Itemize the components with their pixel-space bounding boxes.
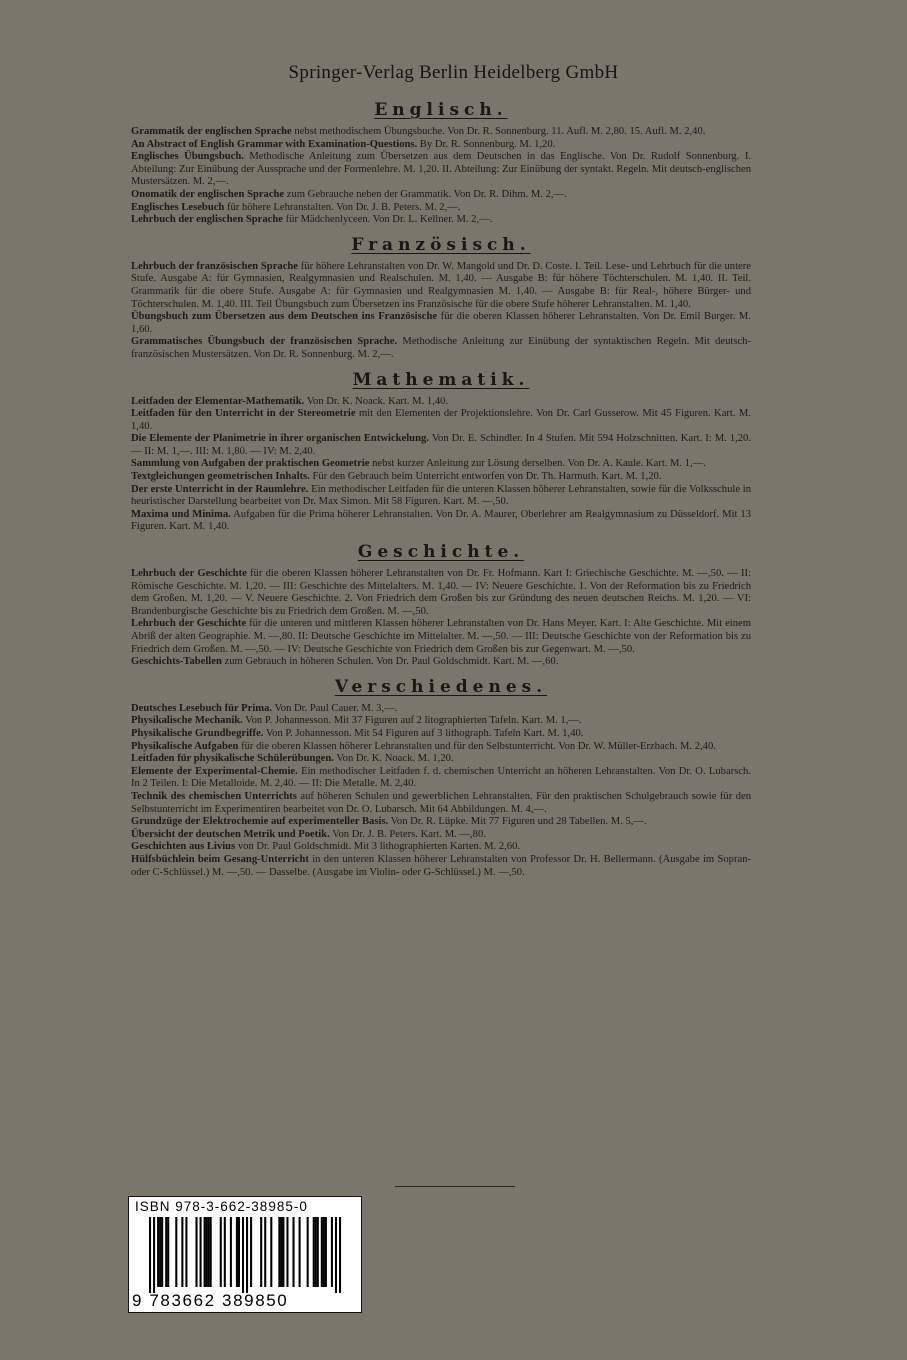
entry-text: in den unteren Klassen höherer Lehranstalten von Professor Dr. H. Bellermann. (Ausgabe im Sopran- oder C-Schlüssel.) M. —,50. — Dasselbe. (Ausgabe im Violin- oder G-Schlüssel.) M. —,50. — [131, 853, 751, 878]
entry-title: Die Elemente der Planimetrie in ihrer organischen Entwickelung. — [131, 433, 429, 445]
isbn-barcode-box — [128, 1196, 362, 1313]
barcode-bar — [157, 1217, 159, 1287]
barcode-bar — [280, 1217, 282, 1287]
barcode-bar — [315, 1217, 317, 1287]
barcode-bar — [260, 1217, 262, 1287]
barcode-bar — [313, 1217, 315, 1287]
catalog-entry — [131, 854, 751, 879]
entry-title: Lehrbuch der Geschichte — [131, 618, 247, 630]
catalog-entry — [131, 189, 751, 202]
catalog-entry — [131, 509, 751, 534]
catalog-entry — [131, 214, 751, 227]
section-heading: Französisch. — [351, 234, 531, 255]
entry-title: Der erste Unterricht in der Raumlehre. — [131, 483, 309, 495]
catalog-entry — [131, 261, 751, 311]
catalog-entry — [131, 311, 751, 336]
entry-text: Von P. Johannesson. Mit 37 Figuren auf 2 litographierten Tafeln. Kart. M. 1,—. — [242, 715, 582, 727]
entry-text: Für den Gebrauch beim Unterricht entworfen von Dr. Th. Harmuth. Kart. M. 1,20. — [309, 471, 662, 483]
barcode-bar — [278, 1217, 280, 1287]
catalog-entry — [131, 484, 751, 509]
entry-text: für die oberen Klassen höherer Lehranstalten von Dr. Fr. Hofmann. Kart I: Griechische Geschichte. M. —,50. — II: Römische Geschichte. M. 1,20. — III: Geschichte des Mittelalters. M. 1,40. — IV: Neuere Geschichte. 1. Von der Reformation bis zu Friedrich dem Großen. M. 1,20. — V. Neuere Geschichte. 2. Von Friedrich dem Großen bis zur Gründung des neuen deutschen Reichs. M. 1,20. — VI: Brandenburgische Geschichte bis zu Friedrich dem Großen. M. —,50. — [131, 568, 751, 617]
catalog-entry — [131, 568, 751, 618]
barcode-bar — [236, 1217, 238, 1287]
entry-text: By Dr. R. Sonnenburg. M. 1,20. — [417, 138, 556, 150]
section-franzoesisch — [131, 233, 751, 362]
catalog-entry — [131, 151, 751, 189]
entry-text: für die oberen Klassen höherer Lehranstalten. Von Dr. Emil Burger. M. 1,60. — [131, 311, 751, 335]
entry-text: Von Dr. E. Schindler. In 4 Stufen. Mit 594 Holzschnitten. Kart. I: M. 1,20. — II: M. 1,—. III: M. 1,80. — IV: M. 2,40. — [131, 433, 751, 457]
entry-title: Englisches Lesebuch — [131, 201, 225, 213]
barcode-bar — [230, 1217, 232, 1287]
barcode-bar — [325, 1217, 327, 1287]
catalog-entry — [131, 728, 751, 741]
barcode-bar — [286, 1217, 288, 1287]
barcode-bar — [282, 1217, 284, 1287]
catalog-entry — [131, 829, 751, 842]
barcode-bar — [210, 1217, 212, 1287]
barcode-graphic — [135, 1217, 355, 1293]
publisher-line: Springer-Verlag Berlin Heidelberg GmbH — [288, 62, 619, 83]
entry-title: Onomatik der englischen Sprache — [131, 188, 285, 200]
entry-title: Physikalische Mechanik. — [131, 715, 243, 727]
entry-text: für Mädchenlyceen. Von Dr. L. Kellner. M. 2,—. — [282, 214, 493, 226]
entry-title: Grammatisches Übungsbuch der französischen Sprache. — [131, 336, 398, 348]
entry-text: für die oberen Klassen höherer Lehranstalten und für den Selbstunterricht. Von Dr. W. Müller-Erzbach. M. 2,40. — [238, 740, 716, 752]
entry-title: Hülfsbüchlein beim Gesang-Unterricht — [131, 853, 309, 865]
catalog-content — [131, 92, 751, 879]
entry-title: Physikalische Grundbegriffe. — [131, 727, 264, 739]
catalog-entry — [131, 433, 751, 458]
isbn-label: ISBN 978-3-662-38985-0 — [135, 1199, 308, 1214]
barcode-bar — [153, 1217, 155, 1293]
catalog-entry — [131, 396, 751, 409]
section-verschiedenes — [131, 675, 751, 879]
catalog-entry — [131, 766, 751, 791]
entry-title: Englisches Übungsbuch. — [131, 151, 244, 163]
entry-text: Methodische Anleitung zur Einübung der syntaktischen Regeln. Mit deutsch-französischen Mustersätzen. Von Dr. R. Sonnenburg. M. 2,—. — [131, 336, 751, 360]
entry-text: Methodische Anleitung zum Übersetzen aus dem Deutschen in das Englische. Von Dr. Rudolf Sonnenburg. I. Abteilung: Zur Einübung der Aussprache und der Formenlehre. M. 1,20. II. Abteilung: Zur Einübung der syntakt. Regeln. Mit deutsch-englischen Mustersätzen. M. 2,—. — [131, 151, 751, 188]
catalog-entry — [131, 408, 751, 433]
entry-title: Lehrbuch der französischen Sprache — [131, 260, 298, 272]
barcode-bar — [331, 1217, 333, 1287]
barcode-bar — [208, 1217, 210, 1287]
barcode-bar — [204, 1217, 206, 1287]
barcode-bar — [200, 1217, 202, 1287]
barcode-bar — [270, 1217, 272, 1287]
entry-title: Technik des chemischen Unterrichts — [131, 790, 297, 802]
section-mathematik — [131, 368, 751, 535]
entry-title: Geschichten aus Livius — [131, 841, 236, 853]
barcode-bar — [321, 1217, 323, 1287]
catalog-entry — [131, 471, 751, 484]
entry-text: zum Gebrauche neben der Grammatik. Von Dr. R. Dihm. M. 2,—. — [284, 188, 567, 200]
entry-text: mit den Elementen der Projektionslehre. Von Dr. Carl Gusserow. Mit 45 Figuren. Kart. M. 1,40. — [131, 408, 751, 432]
entry-title: Lehrbuch der Geschichte — [131, 568, 247, 580]
entry-text: auf höheren Schulen und gewerblichen Lehranstalten. Für den praktischen Schulgebrauch sowie für den Selbstunterricht im Experimentiren bearbeitet von Dr. O. Lubarsch. Mit 64 Abbildungen. M. 4,—. — [131, 790, 751, 815]
entry-text: Von Dr. K. Noack. Kart. M. 1,40. — [304, 395, 449, 407]
catalog-entry — [131, 753, 751, 766]
entry-text: zum Gebrauch in höheren Schulen. Von Dr. Paul Goldschmidt. Kart. M. —,60. — [221, 656, 559, 668]
section-heading: Geschichte. — [357, 542, 525, 563]
barcode-bar — [317, 1217, 319, 1287]
entry-title: Deutsches Lesebuch für Prima. — [131, 702, 273, 714]
entry-title: Elemente der Experimental-Chemie. — [131, 765, 298, 777]
barcode-bar — [165, 1217, 167, 1287]
entry-text: Von Dr. J. B. Peters. Kart. M. —,80. — [329, 828, 486, 840]
barcode-bar — [264, 1217, 266, 1287]
entry-title: Physikalische Aufgaben — [131, 740, 239, 752]
barcode-bar — [242, 1217, 244, 1293]
catalog-entry — [131, 618, 751, 656]
entry-title: Grammatik der englischen Sprache — [131, 126, 292, 137]
barcode-bar — [181, 1217, 183, 1287]
barcode-bar — [206, 1217, 208, 1287]
catalog-entry — [131, 741, 751, 754]
barcode-bar — [323, 1217, 325, 1287]
entry-title: Textgleichungen geometrischen Inhalts. — [131, 471, 310, 483]
entry-text: von Dr. Paul Goldschmidt. Mit 3 lithographierten Karten. M. 2,60. — [235, 841, 521, 853]
entry-title: Sammlung von Aufgaben der praktischen Geometrie — [131, 458, 370, 470]
barcode-bar — [292, 1217, 294, 1287]
entry-title: Leitfaden für physikalische Schülerübungen. — [131, 753, 334, 765]
entry-text: Ein methodischer Leitfaden f. d. chemischen Unterricht an höheren Lehranstalten. Von Dr. O. Lubarsch. In 2 Teilen. I: Die Metalloide. M. 2,40. — II: Die Metalle. M. 2,40. — [131, 765, 751, 790]
entry-title: Leitfaden der Elementar-Mathematik. — [131, 395, 305, 407]
barcode-bar — [339, 1217, 341, 1293]
entry-text: für höhere Lehranstalten. Von Dr. J. B. Peters. M. 2,—. — [224, 201, 461, 213]
barcode-bar — [149, 1217, 151, 1293]
catalog-entry — [131, 139, 751, 152]
entry-title: Grundzüge der Elektrochemie auf experimenteller Basis. — [131, 816, 389, 828]
section-geschichte — [131, 540, 751, 669]
closing-rule — [395, 1186, 515, 1187]
entry-text: Ein methodischer Leitfaden für die unteren Klassen höherer Lehranstalten, sowie für die Volksschule in heuristischer Darstellung bearbeitet von Dr. Max Simon. Mit 58 Figuren. Kart. M. —,50. — [131, 483, 751, 508]
entry-title: An Abstract of English Grammar with Examination-Questions. — [131, 138, 418, 150]
catalog-entry — [131, 791, 751, 816]
catalog-entry — [131, 458, 751, 471]
barcode-bar — [224, 1217, 226, 1287]
entry-text: Von P. Johannesson. Mit 54 Figuren auf 3 lithograph. Tafeln Kart. M. 1,40. — [263, 727, 584, 739]
barcode-bar — [195, 1217, 197, 1287]
barcode-bar — [299, 1217, 301, 1287]
barcode-bar — [167, 1217, 169, 1287]
entry-text: Von Dr. Paul Cauer. M. 3,—. — [272, 702, 398, 714]
entry-text: Von Dr. R. Lüpke. Mit 77 Figuren und 28 Tabellen. M. 5,—. — [388, 816, 647, 828]
catalog-entry — [131, 715, 751, 728]
catalog-entry — [131, 126, 751, 139]
barcode-bar — [220, 1217, 222, 1287]
entry-text: nebst kurzer Anleitung zur Lösung derselben. Von Dr. A. Kaule. Kart. M. 1,—. — [369, 458, 706, 470]
section-englisch — [131, 98, 751, 227]
entry-title: Geschichts-Tabellen — [131, 656, 222, 668]
entry-text: Aufgaben für die Prima höherer Lehranstalten. Von Dr. A. Maurer, Oberlehrer am Realgymnasium zu Düsseldorf. Mit 13 Figuren. Kart. M. 1,40. — [131, 508, 752, 533]
entry-title: Leitfaden für den Unterricht in der Stereometrie — [131, 408, 356, 420]
entry-text: nebst methodischem Übungsbuche. Von Dr. R. Sonnenburg. 11. Aufl. M. 2,80. 15. Aufl. M. 2,40. — [291, 126, 706, 137]
barcode-bar — [159, 1217, 161, 1287]
barcode-bar — [238, 1217, 240, 1287]
entry-text: für höhere Lehranstalten von Dr. W. Mangold und Dr. D. Coste. I. Teil. Lese- und Lehrbuch für die untere Stufe. Ausgabe A: für Gymnasien, Realgymnasien und Realschulen. M. 1,40. — Ausgabe B: für höhere Töchterschulen. M. 1,40. II. Teil. Grammatik für die obere Stufe. Ausgabe A: für Gymnasien und Realgymnasien M. 1,40. — Ausgabe B: für Real-, höhere Bürger- und Töchterschulen. M. 1,40. III. Teil Übungsbuch zum Übersetzen ins Französische für die obere Stufe höherer Lehranstalten. M. 1,40. — [131, 260, 751, 310]
entry-text: für die unteren und mittleren Klassen höherer Lehranstalten von Dr. Hans Meyer. Kart. I: Alte Geschichte. Mit einem Abriß der alten Geographie. M. —,80. II: Deutsche Geschichte im Mittelalter. M. —,50. — III: Deutsche Geschichte von der Reformation bis zu Friedrich dem Großen. M. —,50. — IV: Deutsche Geschichte von Friedrich dem Großen bis zur Gegenwart. M. —,50. — [131, 618, 751, 655]
entry-title: Maxima und Minima. — [131, 508, 231, 520]
barcode-bar — [246, 1217, 248, 1293]
barcode-bar — [175, 1217, 177, 1287]
catalog-entry — [131, 841, 751, 854]
section-heading: Mathematik. — [352, 369, 530, 390]
entry-title: Lehrbuch der englischen Sprache — [131, 214, 283, 226]
barcode-bar — [185, 1217, 187, 1287]
barcode-digits: 9 783662 389850 — [132, 1291, 289, 1310]
barcode-bar — [161, 1217, 163, 1287]
barcode-bar — [335, 1217, 337, 1293]
catalog-entry — [131, 656, 751, 669]
entry-text: Von Dr. K. Noack. M. 1,20. — [333, 753, 454, 765]
catalog-entry — [131, 703, 751, 716]
entry-title: Übersicht der deutschen Metrik und Poetik. — [131, 828, 330, 840]
catalog-entry — [131, 816, 751, 829]
entry-title: Übungsbuch zum Übersetzen aus dem Deutschen ins Französische — [131, 311, 438, 323]
catalog-entry — [131, 202, 751, 215]
section-heading: Verschiedenes. — [334, 676, 548, 697]
catalog-entry — [131, 336, 751, 361]
section-heading: Englisch. — [374, 100, 508, 120]
barcode-bar — [250, 1217, 252, 1287]
barcode-bar — [307, 1217, 309, 1287]
